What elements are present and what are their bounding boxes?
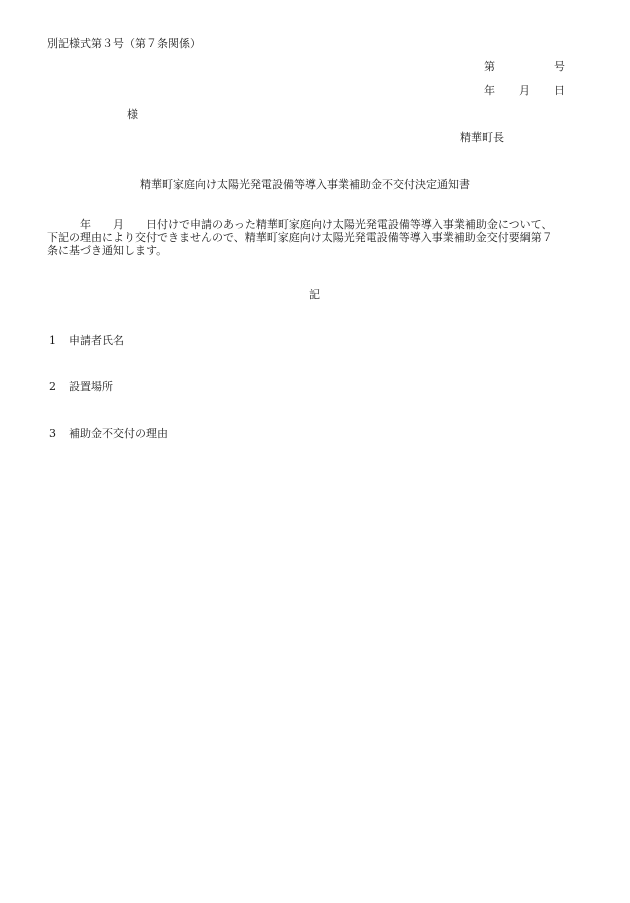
form-label: 別記様式第３号（第７条関係） xyxy=(47,37,201,50)
date-day-label: 日 xyxy=(554,84,565,97)
item-label: 補助金不交付の理由 xyxy=(69,427,168,440)
item-label: 設置場所 xyxy=(69,380,113,393)
list-item xyxy=(49,380,113,394)
document-number-prefix: 第 xyxy=(484,60,495,73)
date-month-label: 月 xyxy=(519,84,530,97)
document-title: 精華町家庭向け太陽光発電設備等導入事業補助金不交付決定通知書 xyxy=(140,178,470,191)
item-number: 1 xyxy=(49,334,56,347)
item-number: 3 xyxy=(49,427,56,440)
ki-heading: 記 xyxy=(309,288,320,301)
date-year-label: 年 xyxy=(484,84,495,97)
addressee-honorific: 様 xyxy=(127,108,138,121)
list-item xyxy=(49,334,124,348)
body-line-1: 年 月 日付けで申請のあった精華町家庭向け太陽光発電設備等導入事業補助金について、 xyxy=(47,218,553,231)
body-line-2: 下記の理由により交付できませんので、精華町家庭向け太陽光発電設備等導入事業補助金交付要綱第７ xyxy=(47,231,553,244)
body-text xyxy=(47,218,587,257)
document-number-suffix: 号 xyxy=(554,60,565,73)
item-number: 2 xyxy=(49,380,56,393)
list-item xyxy=(49,427,168,441)
body-line-3: 条に基づき通知します。 xyxy=(47,244,168,257)
sender-name: 精華町長 xyxy=(460,131,504,144)
item-label: 申請者氏名 xyxy=(69,334,124,347)
